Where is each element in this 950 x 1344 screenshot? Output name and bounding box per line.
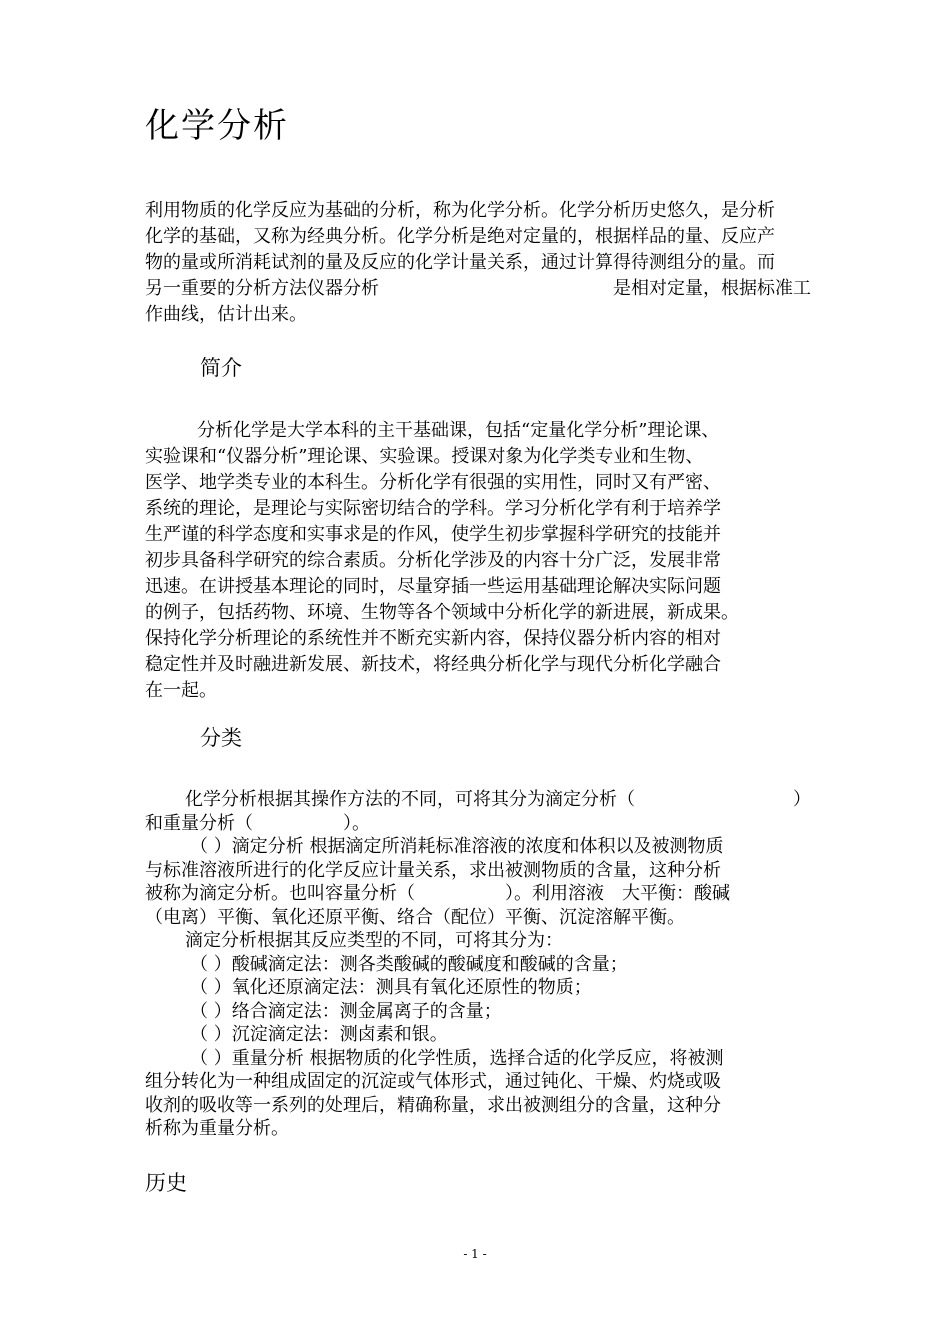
section-heading-history: 历史 (145, 1171, 187, 1195)
text-line: 的例子，包括药物、环境、生物等各个领域中分析化学的新进展，新成果。 (145, 602, 739, 623)
text-line: 利用物质的化学反应为基础的分析，称为化学分析。化学分析历史悠久，是分析 (145, 200, 775, 221)
text-line: 被称为滴定分析。也叫容量分析（ ）。利用溶液 大平衡：酸碱 (145, 883, 730, 904)
list-item: （ ）氧化还原滴定法：测具有氧化还原性的物质； (190, 977, 592, 998)
section-heading-intro: 简介 (200, 356, 242, 380)
text-line: 在一起。 (145, 680, 217, 701)
text-line: 与标准溶液所进行的化学反应计量关系，求出被测物质的含量，这种分析 (145, 859, 721, 881)
intro-section-paragraph (145, 418, 811, 704)
text-line: 组分转化为一种组成固定的沉淀或气体形式，通过钝化、干燥、灼烧或吸 (145, 1071, 721, 1092)
text-line: 滴定分析根据其反应类型的不同，可将其分为： (185, 930, 563, 951)
page-number: - 1 - (463, 1247, 487, 1261)
text-line: 迅速。在讲授基本理论的同时，尽量穿插一些运用基础理论解决实际问题 (145, 576, 721, 597)
text-line-split (145, 788, 811, 812)
text-line: 析称为重量分析。 (145, 1118, 289, 1139)
intro-paragraph (145, 198, 811, 328)
list-item: （ ）酸碱滴定法：测各类酸碱的酸碱度和酸碱的含量； (190, 953, 628, 975)
list-item: （ ）沉淀滴定法：测卤素和银。 (190, 1024, 448, 1045)
text-line: （电离）平衡、氧化还原平衡、络合（配位）平衡、沉淀溶解平衡。 (145, 906, 685, 928)
text-line: 医学、地学类专业的本科生。分析化学有很强的实用性，同时又有严密、 (145, 472, 721, 493)
section-heading-classification: 分类 (200, 726, 242, 750)
text-line: 生严谨的科学态度和实事求是的作风，使学生初步掌握科学研究的技能并 (145, 524, 721, 545)
text-line: 保持化学分析理论的系统性并不断充实新内容，保持仪器分析内容的相对 (145, 628, 721, 649)
text-line: 初步具备科学研究的综合素质。分析化学涉及的内容十分广泛，发展非常 (145, 550, 721, 571)
text-line: 化学的基础，又称为经典分析。化学分析是绝对定量的，根据样品的量、反应产 (145, 226, 775, 247)
page-title: 化学分析 (145, 106, 289, 146)
text-line: 作曲线，估计出来。 (145, 304, 307, 325)
text-line: 实验课和“仪器分析”理论课、实验课。授课对象为化学类专业和生物、 (145, 446, 704, 467)
text-line: 系统的理论，是理论与实际密切结合的学科。学习分析化学有利于培养学 (145, 498, 721, 519)
text-line: （ ）重量分析 根据物质的化学性质，选择合适的化学反应，将被测 (190, 1047, 724, 1069)
text-line-right: ） (793, 789, 811, 810)
text-line: 物的量或所消耗试剂的量及反应的化学计量关系，通过计算得待测组分的量。而 (145, 252, 775, 273)
text-line: 分析化学是大学本科的主干基础课，包括“定量化学分析”理论课、 (197, 420, 720, 441)
text-line-left: 化学分析根据其操作方法的不同，可将其分为滴定分析（ (185, 789, 635, 810)
text-line: 收剂的吸收等一系列的处理后，精确称量，求出被测组分的含量，这种分 (145, 1094, 721, 1116)
text-line-split (145, 276, 811, 302)
text-line: （ ）滴定分析 根据滴定所消耗标准溶液的浓度和体积以及被测物质 (190, 836, 724, 857)
text-line: 稳定性并及时融进新发展、新技术，将经典分析化学与现代分析化学融合 (145, 654, 721, 675)
list-item: （ ）络合滴定法：测金属离子的含量； (190, 1000, 502, 1022)
text-line-right: 是相对定量，根据标准工 (613, 278, 811, 299)
text-line: 和重量分析（ ）。 (145, 812, 370, 834)
classification-paragraph (145, 788, 811, 1141)
text-line-left: 另一重要的分析方法仪器分析 (145, 278, 379, 299)
